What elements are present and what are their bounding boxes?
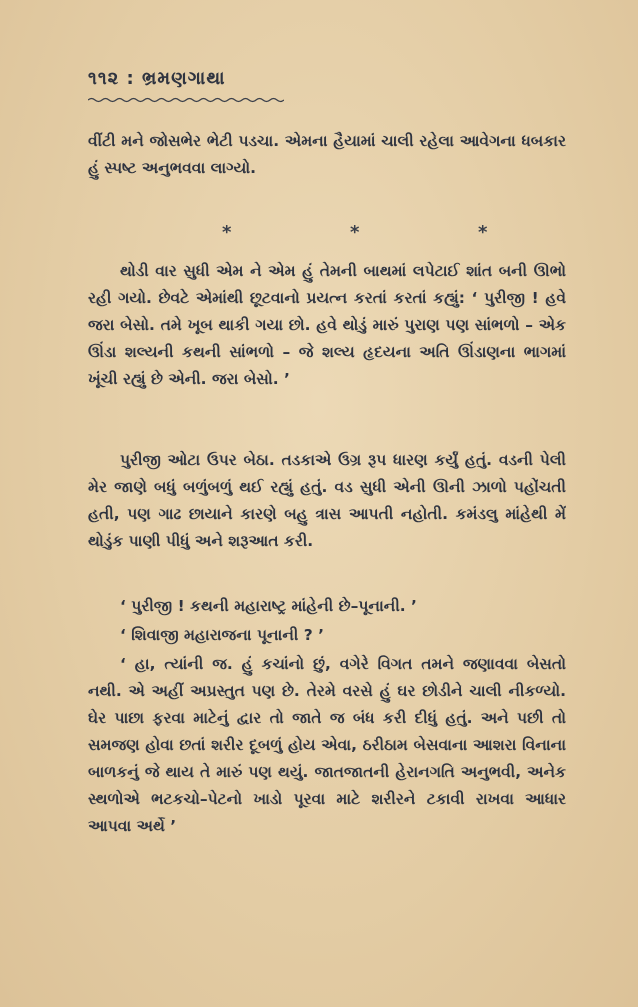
dialogue-line-2: ‘ શિવાજી મહારાજના પૂનાની ? ’	[120, 626, 325, 644]
paragraph-1: વીંટી મને જોસભેર ભેટી પડચા. એમના હૈયામાં ચાલી રહેલા આવેગના ધબકાર હું સ્પષ્ટ અનુભવવા લાગ્યો.	[88, 132, 566, 177]
asterisk-1: *	[222, 222, 232, 243]
paragraph-6: ‘ હા, ત્યાંની જ. હું કચાંનો છું, વગેરે વિગત તમને જણાવવા બેસતો નથી. એ અહીં અપ્રસ્તુત પણ છે. તેરમે વરસે હું ઘર છોડીને ચાલી નીકળ્યો. ઘેર પાછા ફરવા માટેનું દ્વાર તો જાતે જ બંધ કરી દીધું હતું. અને પછી તો સમજણ હોવા છતાં શરીર દૂબળું હોય એવા, ઠરીઠામ બેસવાના આશરા વિનાના બાળકનું જે થાય તે મારું પણ થયું. જાતજાતની હેરાનગતિ અનુભવી, અનેક સ્થળોએ ભટકચો–પેટનો ખાડો પૂરવા માટે શરીરને ટકાવી રાખવા આધાર આપવા અર્થે ’	[88, 655, 566, 835]
page-number: ૧૧૨	[88, 68, 120, 89]
wavy-underline-icon	[88, 97, 284, 103]
header-separator: :	[126, 68, 135, 89]
section-divider	[0, 222, 638, 246]
asterisk-3: *	[478, 222, 488, 243]
paragraph-3: પુરીજી ઓટા ઉપર બેઠા. તડકાએ ઉગ્ર રૂપ ધારણ કર્યું હતું. વડની પેલી મેર જાણે બધું બળુંબળું થઈ રહ્યું હતું. વડ સુધી એની ઊની ઝાળો પહોંચતી હતી, પણ ગાઢ છાયાને કારણે બહુ ત્રાસ આપતી નહોતી. કમંડલુ માંહેથી મેં થોડુંક પાણી પીધું અને શરૂઆત કરી.	[88, 451, 566, 550]
paragraph-2: થોડી વાર સુધી એમ ને એમ હું તેમની બાથમાં લપેટાઈ શાંત બની ઊભો રહી ગયો. છેવટે એમાંથી છૂટવાનો પ્રયત્ન કરતાં કરતાં કહ્યું: ‘ પુરીજી ! હવે જરા બેસો. તમે ખૂબ થાકી ગયા છો. હવે થોડું મારું પુરાણ પણ સાંભળો – એક ઊંડા શલ્યની કથની સાંભળો – જે શલ્ય હૃદયના અતિ ઊંડાણના ભાગમાં ખૂંચી રહ્યું છે એની. જરા બેસો. ’	[88, 262, 566, 388]
dialogue-line-1: ‘ પુરીજી ! કથની મહારાષ્ટ્ર માંહેની છે–પૂનાની. ’	[120, 597, 417, 615]
book-title: ભ્રમણગાથા	[141, 68, 226, 89]
asterisk-2: *	[350, 222, 360, 243]
page-header	[88, 68, 226, 89]
